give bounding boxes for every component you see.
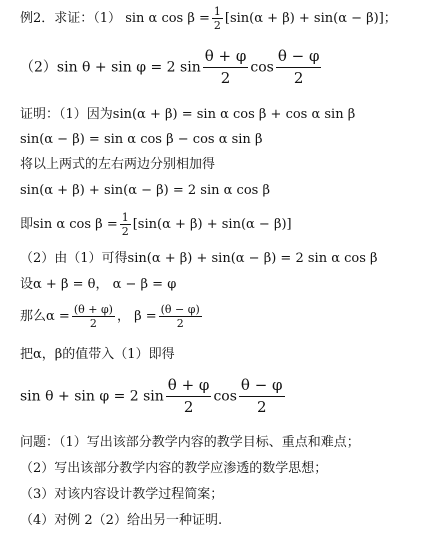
fraction-denominator: 2 (256, 398, 267, 416)
proof-line-8-beta: ， β = (116, 309, 157, 324)
fraction-denominator: 2 (89, 317, 97, 330)
proof-line-7-prefix: 设 (20, 277, 34, 292)
proof-line-6-prefix: （2）由（1）可得 (20, 251, 128, 266)
question-3-text: （3）对该内容设计教学过程简案； (20, 487, 224, 502)
proof-line-1 (20, 108, 355, 121)
proof-line-5-rhs: [sin(α + β) + sin(α − β)] (132, 217, 292, 232)
proof-line-5-lhs: sin α cos β = (33, 217, 118, 232)
fraction-denominator: 2 (176, 317, 184, 330)
fraction-numerator: θ + φ (166, 378, 212, 397)
proof-line-5-prefix: 即 (20, 217, 34, 232)
proof-line-6-formula: sin(α + β) + sin(α − β) = 2 sin α cos β (127, 251, 378, 266)
example-line-2 (20, 49, 323, 86)
proof-line-10-fraction-1 (166, 378, 212, 415)
proof-line-2-formula: sin(α − β) = sin α cos β − cos α sin β (20, 132, 263, 147)
proof-line-5-fraction (120, 212, 131, 237)
proof-line-1-prefix: 证明：（1）因为 (20, 107, 113, 122)
example-part2-number: （2） (20, 59, 57, 76)
fraction-denominator: 2 (183, 398, 194, 416)
question-1 (20, 436, 360, 449)
example-line-1 (20, 6, 397, 31)
fraction-denominator: 2 (121, 225, 129, 238)
proof-line-6 (20, 252, 378, 265)
fraction-numerator: 1 (121, 211, 129, 224)
fraction-numerator: θ − φ (239, 378, 285, 397)
proof-line-8 (20, 304, 204, 329)
proof-line-2 (20, 133, 262, 146)
proof-line-10-fraction-2 (239, 378, 285, 415)
fraction-numerator: θ − φ (276, 49, 322, 68)
question-3 (20, 488, 223, 501)
question-4 (20, 514, 222, 527)
proof-line-9 (20, 348, 175, 361)
proof-line-9-text: 把α，β的值带入（1）即得 (20, 347, 175, 362)
proof-line-4 (20, 184, 270, 197)
proof-line-7 (20, 278, 176, 291)
proof-line-8-fraction-2 (159, 304, 202, 329)
fraction-numerator: (θ + φ) (73, 303, 113, 316)
proof-line-3-text: 将以上两式的左右两边分别相加得 (20, 157, 216, 172)
question-1-text: 问题：（1）写出该部分教学内容的教学目标、重点和难点； (20, 435, 360, 450)
fraction-denominator: 2 (293, 69, 304, 87)
fraction-numerator: (θ − φ) (160, 303, 200, 316)
proof-line-10-cos: cos (213, 388, 237, 405)
fraction-denominator: 2 (213, 19, 221, 32)
question-4-text: （4）对例 2（2）给出另一种证明. (20, 513, 223, 528)
proof-line-10 (20, 378, 287, 415)
example-part2-lhs: sin θ + sin φ = 2 sin (56, 59, 201, 76)
example-part1-number: （1） (93, 11, 122, 26)
example-label: 例2．求证： (20, 11, 94, 26)
proof-line-5 (20, 212, 292, 237)
proof-line-3 (20, 158, 215, 171)
proof-line-8-alpha: α = (46, 309, 70, 324)
question-2 (20, 462, 327, 475)
proof-line-7-formula: α + β = θ， α − β = φ (33, 277, 177, 292)
example-part2-fraction-1 (203, 49, 249, 86)
example-part1-fraction (212, 6, 223, 31)
fraction-numerator: 1 (213, 5, 221, 18)
fraction-numerator: θ + φ (203, 49, 249, 68)
fraction-denominator: 2 (220, 69, 231, 87)
question-2-text: （2）写出该部分教学内容的教学应渗透的数学思想； (20, 461, 328, 476)
proof-line-4-formula: sin(α + β) + sin(α − β) = 2 sin α cos β (20, 183, 270, 198)
proof-line-10-lhs: sin θ + sin φ = 2 sin (20, 388, 164, 405)
example-part1-rhs: [sin(α + β) + sin(α − β)]； (224, 11, 397, 26)
proof-line-8-fraction-1 (72, 304, 115, 329)
proof-line-1-formula: sin(α + β) = sin α cos β + cos α sin β (112, 107, 356, 122)
proof-line-8-prefix: 那么 (20, 309, 47, 324)
example-part2-fraction-2 (276, 49, 322, 86)
example-part1-lhs: sin α cos β = (125, 11, 210, 26)
example-part2-cos: cos (250, 59, 274, 76)
